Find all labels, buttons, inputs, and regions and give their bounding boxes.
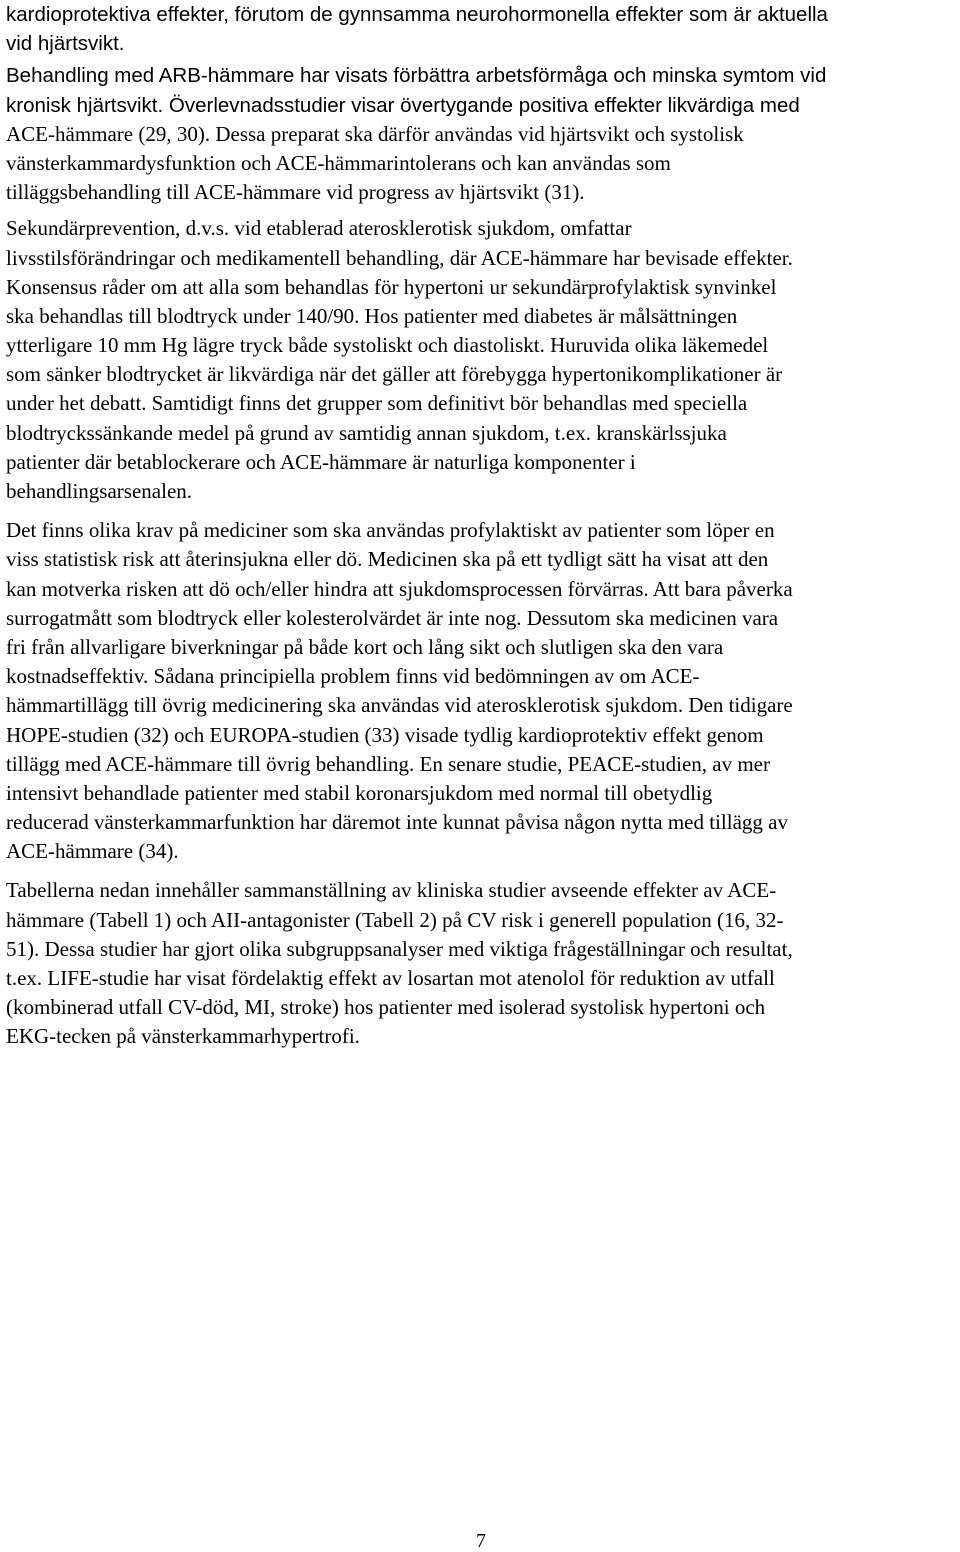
text-line: Behandling med ARB-hämmare har visats förbättra arbetsförmåga och minska symtom vid <box>6 64 827 88</box>
text-line: kardioprotektiva effekter, förutom de gynnsamma neurohormonella effekter som är aktuella <box>6 3 828 26</box>
text-line: under het debatt. Samtidigt finns det grupper som definitivt bör behandlas med speciella <box>6 391 748 416</box>
paragraph-heart-failure-effects <box>6 0 956 58</box>
text-line: kostnadseffektiv. Sådana principiella problem finns vid bedömningen av om ACE- <box>6 664 700 689</box>
text-line: patienter där betablockerare och ACE-hämmare är naturliga komponenter i <box>6 449 636 474</box>
text-line: reducerad vänsterkammarfunktion har däremot inte kunnat påvisa någon nytta med tillägg av <box>6 810 788 835</box>
text-line: behandlingsarsenalen. <box>6 479 193 503</box>
paragraph-secondary-prevention <box>6 214 956 506</box>
text-line: t.ex. LIFE-studie har visat fördelaktig effekt av losartan mot atenolol för reduktion av utfall <box>6 966 775 990</box>
text-line: tillägg med ACE-hämmare till övrig behandling. En senare studie, PEACE-studien, av mer <box>6 751 770 776</box>
text-line: viss statistisk risk att återinsjukna eller dö. Medicinen ska på ett tydligt sätt ha visat att den <box>6 547 769 572</box>
text-line: intensivt behandlade patienter med stabil koronarsjukdom med normal till obetydlig <box>6 780 713 805</box>
text-line: vänsterkammardysfunktion och ACE-hämmarintolerans och kan användas som <box>6 150 671 175</box>
text-line: surrogatmått som blodtryck eller kolesterolvärdet är inte nog. Dessutom ska medicinen vara <box>6 605 779 630</box>
page-number: 7 <box>476 1530 486 1552</box>
text-line: HOPE-studien (32) och EUROPA-studien (33) visade tydlig kardioprotektiv effekt genom <box>6 722 764 747</box>
text-line: hämmartillägg till övrig medicinering ska användas vid aterosklerotisk sjukdom. Den tidigare <box>6 693 793 718</box>
text-line: som sänker blodtrycket är likvärdiga när det gäller att förebygga hypertonikomplikationer är <box>6 362 783 387</box>
text-line: EKG-tecken på vänsterkammarhypertrofi. <box>6 1024 360 1049</box>
text-line: ACE-hämmare (29, 30). Dessa preparat ska därför användas vid hjärtsvikt och systolisk <box>6 121 744 146</box>
paragraph-prophylactic-requirements <box>6 516 956 866</box>
text-line: livsstilsförändringar och medikamentell behandling, där ACE-hämmare har bevisade effekter. <box>6 245 793 270</box>
text-line: ska behandlas till blodtryck under 140/90. Hos patienter med diabetes är målsättningen <box>6 303 738 328</box>
text-line: vid hjärtsvikt. <box>6 32 125 56</box>
text-line: (kombinerad utfall CV-död, MI, stroke) hos patienter med isolerad systolisk hypertoni och <box>6 995 766 1020</box>
paragraph-tables-summary <box>6 876 956 1051</box>
text-line: ytterligare 10 mm Hg lägre tryck både systoliskt och diastoliskt. Huruvida olika läkemedel <box>6 333 769 358</box>
text-line: Det finns olika krav på mediciner som ska användas profylaktiskt av patienter som löper en <box>6 518 775 543</box>
text-line: 51). Dessa studier har gjort olika subgruppsanalyser med viktiga frågeställningar och resultat, <box>6 936 793 961</box>
text-line: kronisk hjärtsvikt. Överlevnadsstudier visar övertygande positiva effekter likvärdiga med <box>6 93 800 117</box>
text-line: Sekundärprevention, d.v.s. vid etablerad aterosklerotisk sjukdom, omfattar <box>6 216 632 241</box>
paragraph-arb-treatment <box>6 61 956 207</box>
text-line: blodtryckssänkande medel på grund av samtidig annan sjukdom, t.ex. kranskärlssjuka <box>6 420 727 445</box>
text-line: ACE-hämmare (34). <box>6 839 179 864</box>
text-line: Konsensus råder om att alla som behandlas för hypertoni ur sekundärprofylaktisk synvinkel <box>6 274 777 299</box>
text-line: fri från allvarligare biverkningar på både kort och lång sikt och slutligen ska den vara <box>6 634 724 659</box>
text-line: hämmare (Tabell 1) och AII-antagonister (Tabell 2) på CV risk i generell population (16, 32- <box>6 907 784 932</box>
text-line: Tabellerna nedan innehåller sammanställning av kliniska studier avseende effekter av ACE- <box>6 878 777 903</box>
text-line: kan motverka risken att dö och/eller hindra att sjukdomsprocessen förvärras. Att bara påverka <box>6 576 793 601</box>
document-page <box>6 0 956 1052</box>
text-line: tilläggsbehandling till ACE-hämmare vid progress av hjärtsvikt (31). <box>6 180 585 205</box>
